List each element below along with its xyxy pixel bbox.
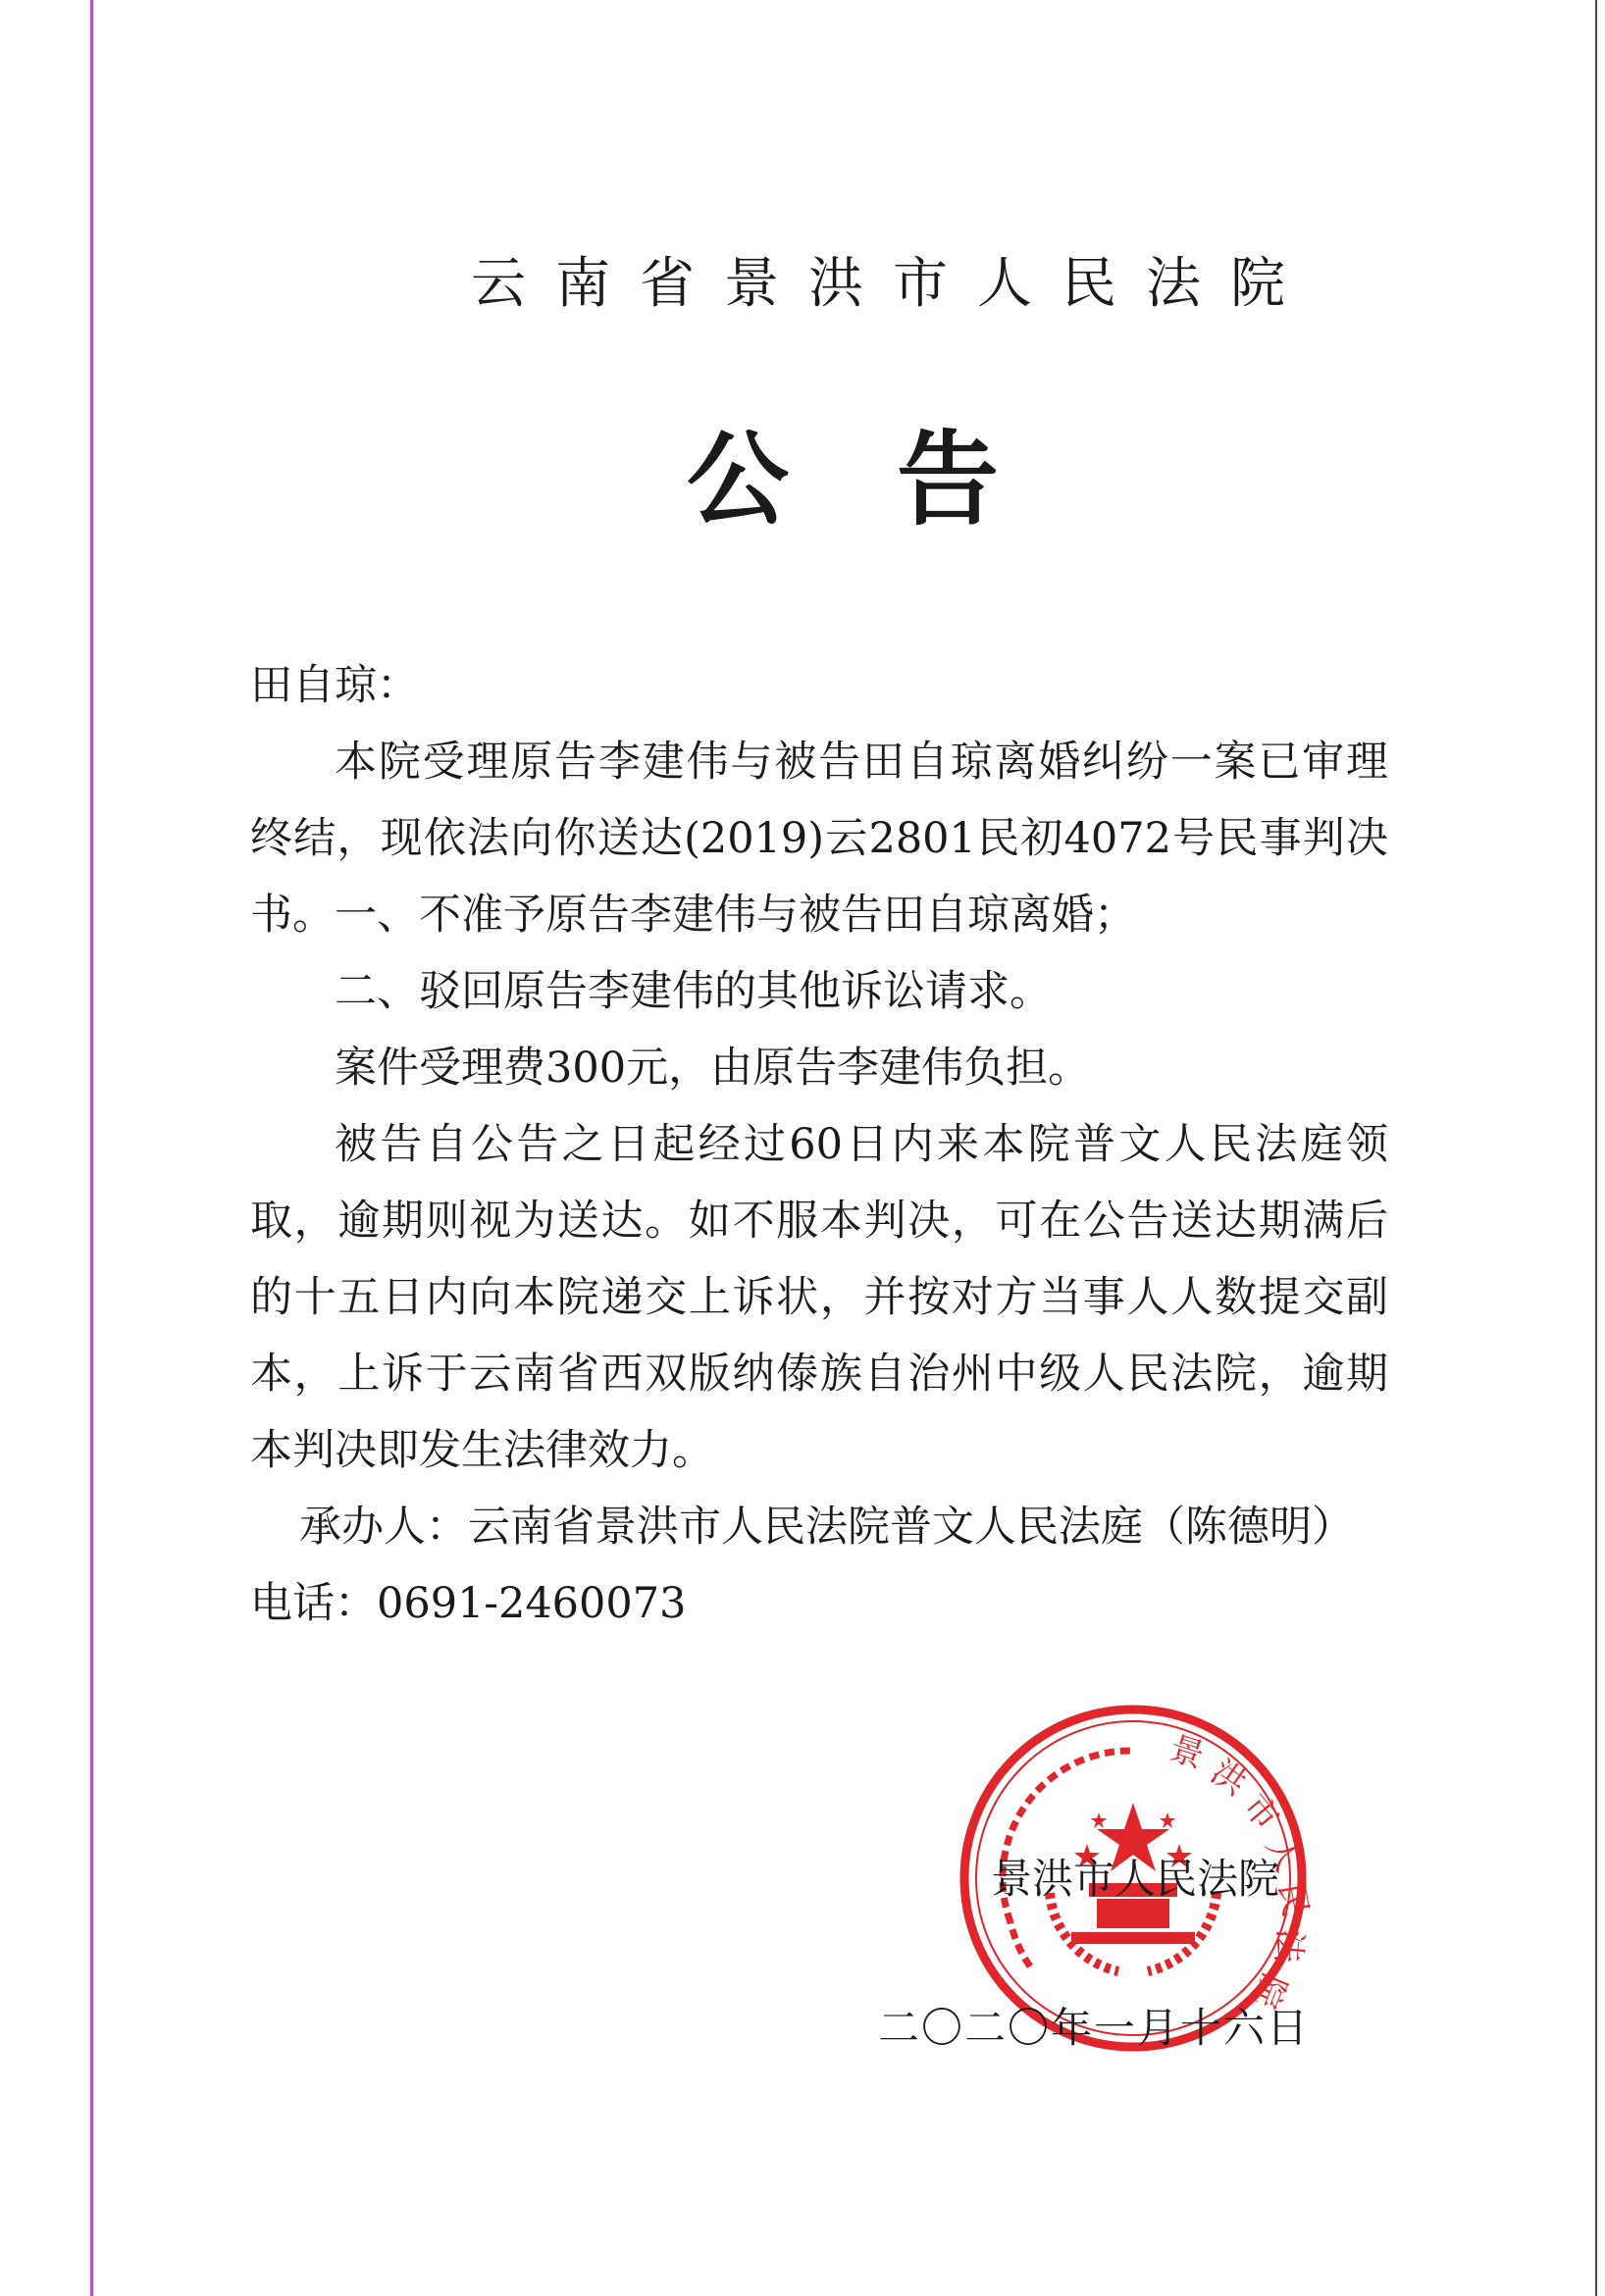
notice-title: 公告 [686, 420, 1107, 539]
svg-text:市: 市 [1235, 1787, 1287, 1838]
addressee: 田自琼： [250, 661, 419, 710]
paragraph-fee: 案件受理费300元，由原告李建伟负担。 [335, 1044, 1091, 1093]
phone-line: 电话：0691-2460073 [250, 1579, 687, 1628]
signing-date: 二〇二〇年一月十六日 [878, 2004, 1311, 2052]
signing-court: 景洪市人民法院 [991, 1855, 1280, 1903]
paragraph-judgment: 本院受理原告李建伟与被告田自琼离婚纠纷一案已审理终结，现依法向你送达(2019)云2801民初4072号民事判决书。一、不准予原告李建伟与被告田自琼离婚； [250, 738, 1388, 940]
binding-margin-line [90, 0, 93, 2296]
svg-text:院: 院 [1244, 1967, 1294, 2015]
handler-line: 承办人：云南省景洪市人民法院普文人民法庭（陈德明） [299, 1503, 1354, 1552]
svg-text:洪: 洪 [1203, 1752, 1254, 1804]
paragraph-appeal: 被告自公告之日起经过60日内来本院普文人民法庭领取，逾期则视为送达。如不服本判决，可在公告送达期满后的十五日内向本院递交上诉状，并按对方当事人人数提交副本，上诉于云南省西双版纳傣族自治州中级人民法院，逾期本判决即发生法律效力。 [250, 1120, 1388, 1475]
svg-text:人: 人 [1257, 1830, 1308, 1878]
svg-text:民: 民 [1270, 1879, 1315, 1920]
court-name-heading: 云南省景洪市人民法院 [471, 252, 1315, 316]
notice-body [250, 647, 1388, 1642]
paragraph-dismiss: 二、驳回原告李建伟的其他诉讼请求。 [335, 967, 1052, 1016]
page-edge-line [1595, 0, 1597, 2296]
svg-text:法: 法 [1268, 1927, 1310, 1964]
svg-text:景: 景 [1165, 1728, 1209, 1777]
